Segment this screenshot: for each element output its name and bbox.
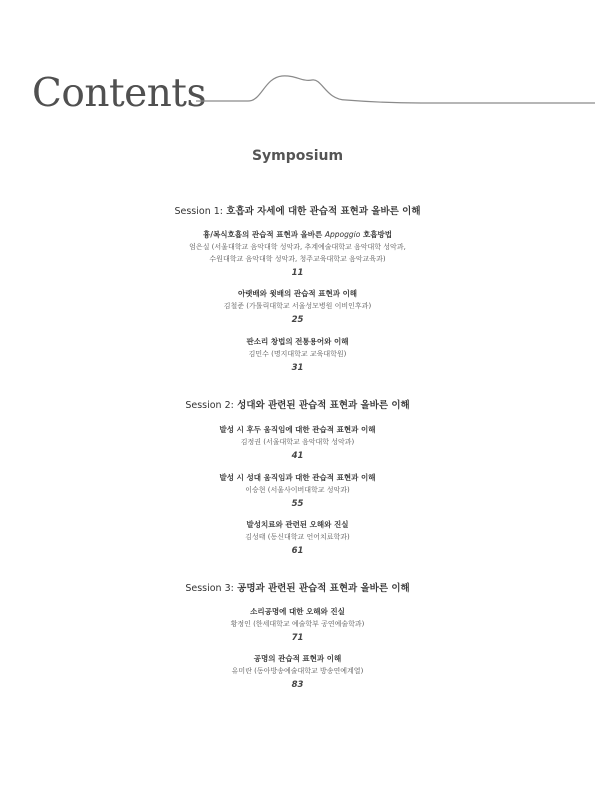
- toc-entry[interactable]: [0, 228, 595, 281]
- entry-title: 흉/복식호흡의 관습적 표현과 올바른 Appoggio 호흡방법: [203, 230, 392, 239]
- session-label: Session 3:: [185, 583, 234, 594]
- entry-page-number: 61: [291, 546, 304, 556]
- toc-entry[interactable]: [0, 335, 595, 376]
- entry-author: 수원대학교 음악대학 성악과, 청주교육대학교 음악교육과): [209, 255, 386, 263]
- entry-author: 엄은실 (서울대학교 음악대학 성악과, 추계예술대학교 음악대학 성악과,: [189, 243, 406, 251]
- entry-title: 공명의 관습적 표현과 이해: [253, 654, 342, 663]
- title-wave-rule: [196, 66, 595, 106]
- entry-author: 김정권 (서울대학교 음악대학 성악과): [240, 438, 355, 446]
- session-title: 공명과 관련된 관습적 표현과 올바른 이해: [237, 583, 410, 594]
- entry-author: 황정인 (한세대학교 예술학부 공연예술학과): [230, 620, 365, 628]
- toc-entry[interactable]: [0, 652, 595, 693]
- entry-title: 발성 시 성대 움직임과 대한 관습적 표현과 이해: [219, 473, 376, 482]
- toc-entry[interactable]: [0, 287, 595, 328]
- entry-title: 소리공명에 대한 오해와 진실: [250, 607, 345, 616]
- entry-page-number: 41: [291, 451, 304, 461]
- entry-author: 김성태 (동신대학교 언어치료학과): [245, 533, 350, 541]
- section-title: Symposium: [251, 148, 344, 164]
- entry-page-number: 31: [291, 363, 304, 373]
- entry-author: 유미란 (동아방송예술대학교 방송연예계열): [231, 667, 364, 675]
- entry-author: 이승현 (서울사이버대학교 성악과): [245, 486, 350, 494]
- entry-author: 김민수 (명지대학교 교육대학원): [248, 350, 347, 358]
- entry-page-number: 11: [291, 268, 304, 278]
- entry-author: 김철준 (가톨릭대학교 서울성모병원 이비인후과): [223, 302, 372, 310]
- toc-entry[interactable]: [0, 518, 595, 559]
- entry-page-number: 25: [291, 315, 304, 325]
- session-label: Session 2:: [185, 400, 234, 411]
- toc-entry[interactable]: [0, 423, 595, 464]
- entry-title: 발성치료와 관련된 오해와 진실: [246, 520, 349, 529]
- session-label: Session 1:: [174, 206, 223, 217]
- session-title: 호흡과 자세에 대한 관습적 표현과 올바른 이해: [226, 206, 421, 217]
- entry-title: 아랫배와 윗배의 관습적 표현과 이해: [237, 289, 358, 298]
- session-heading: [0, 397, 595, 411]
- entry-title: 판소리 창법의 전통용어와 이해: [246, 337, 349, 346]
- page-title: Contents: [32, 71, 206, 116]
- entry-page-number: 55: [291, 499, 304, 509]
- entry-title: 발성 시 후두 움직임에 대한 관습적 표현과 이해: [219, 425, 376, 434]
- entry-page-number: 71: [291, 633, 304, 643]
- session-heading: [0, 203, 595, 217]
- session-title: 성대와 관련된 관습적 표현과 올바른 이해: [237, 400, 410, 411]
- toc-entry[interactable]: [0, 605, 595, 646]
- session-heading: [0, 580, 595, 594]
- entry-page-number: 83: [291, 680, 304, 690]
- toc-entry[interactable]: [0, 471, 595, 512]
